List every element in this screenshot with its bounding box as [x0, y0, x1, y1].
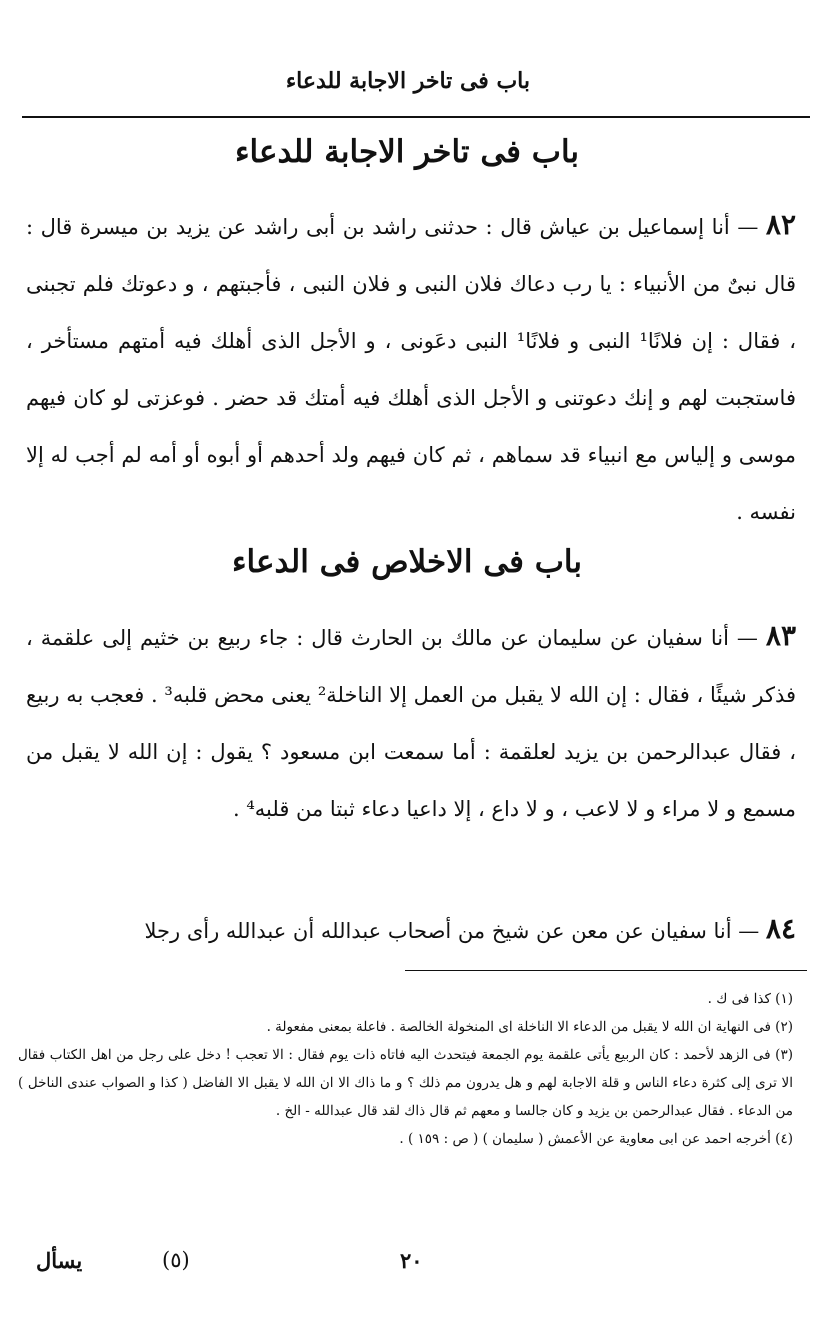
entry-number: ٨٤ — [765, 912, 796, 945]
section-title: باب فى تاخر الاجابة للدعاء — [234, 134, 580, 170]
section-title: باب فى الاخلاص فى الدعاء — [231, 544, 583, 580]
footnotes — [18, 985, 793, 1153]
entry-text: — أنا سفيان عن سليمان عن مالك بن الحارث قال : جاء ربيع بن خثيم إلى علقمة ، فذكر شيئًا ، فقال : إن الله لا يقبل من العمل إلا الناخلة² يعنى محض قلبه³ . فعجب به ربيع ، فقال عبدالرحمن بن يزيد لعلقمة : أما سمعت ابن مسعود ؟ يقول : إن الله لا يقبل من مسمع و لا مراء و لا لاعب ، و لا داع ، إلا داعيا دعاء ثبتا من قلبه⁴ . — [26, 626, 797, 821]
signature-mark: (٥) — [162, 1248, 190, 1272]
header-rule — [22, 116, 810, 118]
entry-text: — أنا إسماعيل بن عياش قال : حدثنى راشد بن أبى راشد عن يزيد بن ميسرة قال : قال نبىٌ من الأنبياء : يا رب دعاك فلان النبى و فلان النبى ، فأجبتهم ، و دعوتك فلم تجبنى ، فقال : إن فلانًا¹ النبى و فلانًا¹ النبى دعَونى ، و الأجل الذى أهلك فيه أمتهم مستأخر ، فاستجبت لهم و إنك دعوتنى و الأجل الذى أهلك فيه أمتك قد حضر . فوعزتى لو كان فيهم موسى و إلياس مع انبياء قد سماهم ، ثم كان فيهم ولد أحدهم أو أبوه أو أمه لم أجب له إلا نفسه . — [26, 215, 796, 524]
footnote: (٣) فى الزهد لأحمد : كان الربيع يأتى علقمة يوم الجمعة فيتحدث اليه فاتاه ذات يوم فقال : الا تعجب ! دخل على رجل من اهل الكتاب فقال الا ترى إلى كثرة دعاء الناس و قلة الاجابة لهم و هل يدرون مم ذلك ؟ و ما ذاك الا ان الله لا يقبل الا الفاضل ( كذا و الصواب عندى الناخل ) من الدعاء . فقال عبدالرحمن بن يزيد و كان جالسا و معهم ثم قال ذاك لقد قال عبدالله - الخ . — [18, 1047, 793, 1119]
hadith-entry — [26, 607, 796, 838]
footnote: (١) كذا فى ك . — [707, 991, 793, 1007]
entry-number: ٨٣ — [765, 619, 796, 652]
running-head: باب فى تاخر الاجابة للدعاء — [285, 68, 530, 94]
hadith-entry — [26, 900, 796, 960]
footnote-rule — [405, 970, 807, 971]
footnote: (٢) فى النهاية ان الله لا يقبل من الدعاء الا الناخلة اى المنخولة الخالصة . فاعلة بمعنى مفعولة . — [266, 1019, 793, 1035]
footnote: (٤) أخرجه احمد عن ابى معاوية عن الأعمش ( سليمان ) ( ص : ١٥٩ ) . — [399, 1131, 793, 1147]
catchword: يسأل — [36, 1248, 83, 1273]
hadith-entry — [26, 196, 796, 541]
page-number: ٢٠ — [400, 1248, 423, 1273]
entry-number: ٨٢ — [765, 208, 796, 241]
entry-text: — أنا سفيان عن معن عن شيخ من أصحاب عبدالله أن عبدالله رأى رجلا — [144, 919, 760, 943]
page-footer — [0, 1248, 814, 1288]
